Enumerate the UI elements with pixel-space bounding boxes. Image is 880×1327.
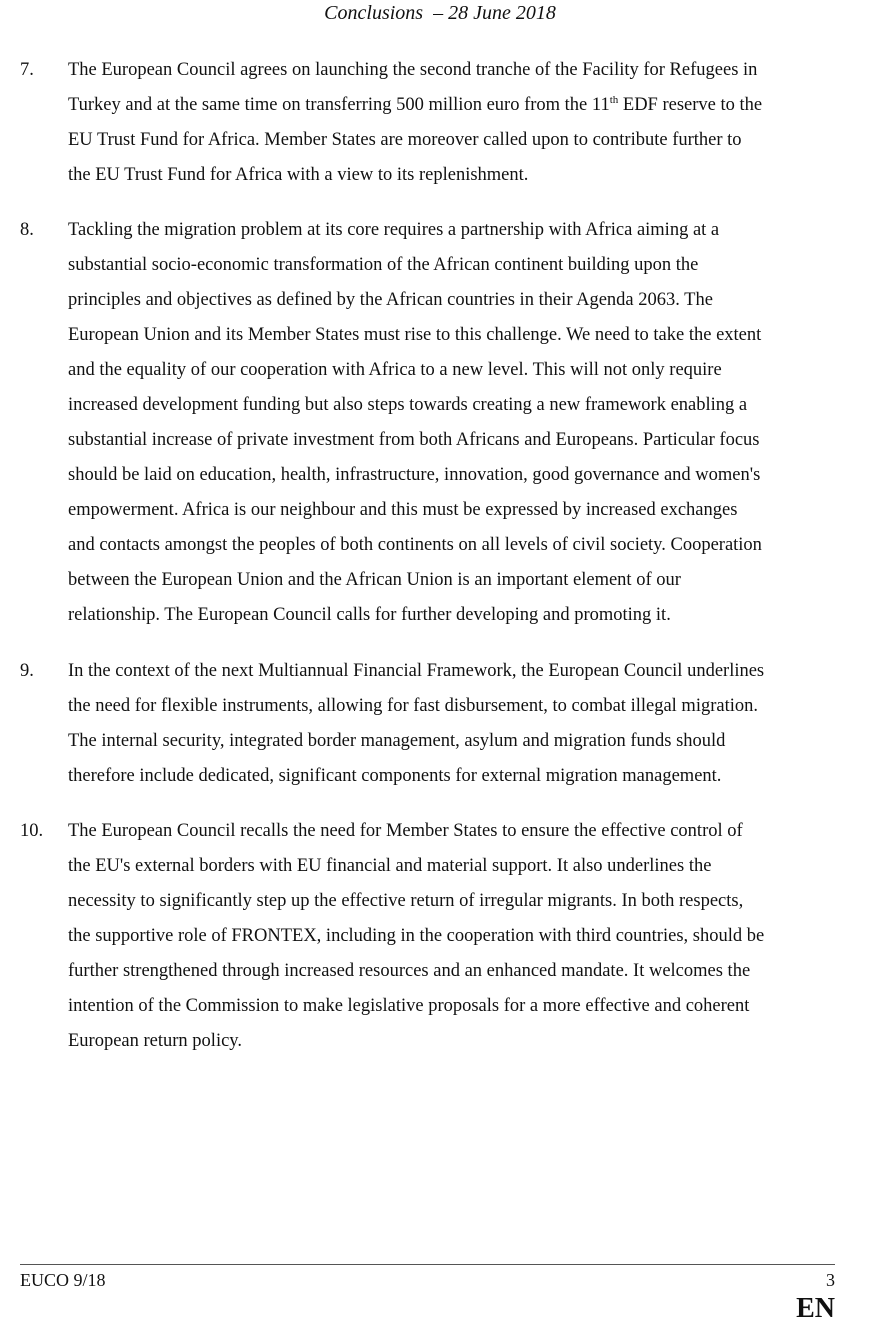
text-line: intention of the Commission to make legislative proposals for a more effective and coherent [68,996,750,1016]
text-line: the supportive role of FRONTEX, including in the cooperation with third countries, should be [68,926,765,946]
text-line: substantial increase of private investment from both Africans and Europeans. Particular focus [68,430,760,450]
text-line: further strengthened through increased resources and an enhanced mandate. It welcomes the [68,961,751,981]
text-line: and contacts amongst the peoples of both continents on all levels of civil society. Cooperation [68,535,762,555]
paragraph-9 [20,654,840,794]
text-line: increased development funding but also steps towards creating a new framework enabling a [68,395,748,415]
text-segment: Turkey and at the same time on transferring 500 million euro from the 11 [68,95,610,115]
text-line: The internal security, integrated border management, asylum and migration funds should [68,731,726,751]
text-line [68,88,840,123]
text-line: the need for flexible instruments, allowing for fast disbursement, to combat illegal migration. [68,696,758,716]
ordinal-superscript: th [609,93,619,106]
text-line: necessity to significantly step up the effective return of irregular migrants. In both respects, [68,891,744,911]
text-line: EU Trust Fund for Africa. Member States are moreover called upon to contribute further to [68,130,742,150]
text-line: and the equality of our cooperation with Africa to a new level. This will not only require [68,360,722,380]
page-header: Conclusions – 28 June 2018 [324,2,556,24]
paragraph-8 [20,213,840,633]
text-line: European Union and its Member States must rise to this challenge. We need to take the extent [68,325,762,345]
text-line: therefore include dedicated, significant components for external migration management. [68,766,722,786]
paragraph-text [68,53,840,193]
paragraph-text [68,814,840,1059]
text-segment: EDF reserve to the [618,95,763,115]
footer-divider [20,1264,835,1265]
text-line: empowerment. Africa is our neighbour and this must be expressed by increased exchanges [68,500,738,520]
paragraph-text [68,213,840,633]
paragraph-text [68,654,840,794]
paragraph-number: 9. [20,661,34,681]
paragraph-7 [20,53,840,193]
text-line: Tackling the migration problem at its core requires a partnership with Africa aiming at a [68,220,720,240]
text-line: European return policy. [68,1031,242,1051]
paragraph-10 [20,814,840,1059]
paragraph-number: 7. [20,60,34,80]
text-line: The European Council recalls the need for Member States to ensure the effective control of [68,821,743,841]
page-number: 3 [826,1270,835,1290]
text-line: substantial socio-economic transformation of the African continent building upon the [68,255,699,275]
document-reference: EUCO 9/18 [20,1270,106,1290]
paragraph-number: 10. [20,821,44,841]
paragraph-number: 8. [20,220,34,240]
language-code: EN [796,1293,835,1324]
text-line: principles and objectives as defined by the African countries in their Agenda 2063. The [68,290,713,310]
text-line: the EU Trust Fund for Africa with a view to its replenishment. [68,165,529,185]
text-line: between the European Union and the African Union is an important element of our [68,570,681,590]
text-line: In the context of the next Multiannual Financial Framework, the European Council underlines [68,661,765,681]
text-line: The European Council agrees on launching the second tranche of the Facility for Refugees in [68,60,758,80]
text-line: the EU's external borders with EU financial and material support. It also underlines the [68,856,712,876]
text-line: should be laid on education, health, infrastructure, innovation, good governance and women's [68,465,761,485]
text-line: relationship. The European Council calls for further developing and promoting it. [68,605,671,625]
